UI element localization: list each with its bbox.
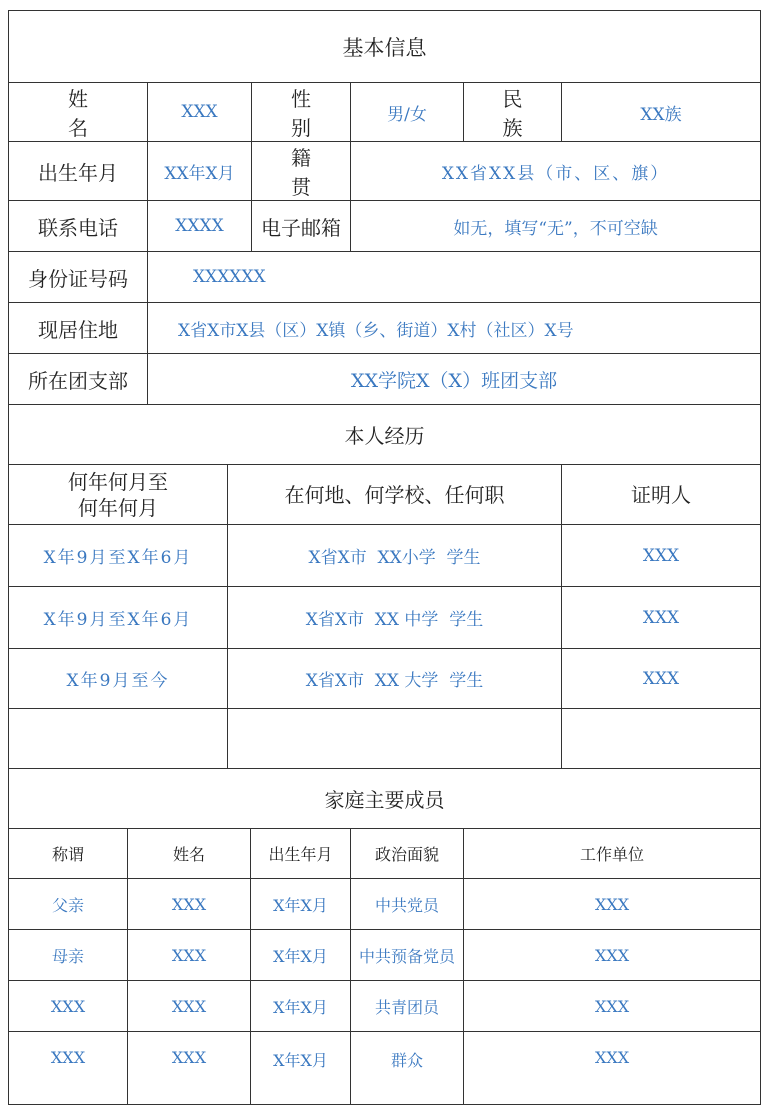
family-col-work: 工作单位: [464, 829, 761, 879]
birth-value[interactable]: XX年X月: [148, 142, 252, 201]
family-name[interactable]: XXX: [128, 879, 251, 930]
family-work[interactable]: XXX: [464, 1032, 761, 1105]
family-work[interactable]: XXX: [464, 879, 761, 930]
gender-value[interactable]: 男/女: [351, 83, 464, 142]
history-col-time: [9, 465, 228, 525]
birth-label: 出生年月: [9, 142, 148, 201]
basic-info-title: 基本信息: [9, 11, 761, 83]
history-table: [8, 404, 761, 769]
basic-info-table: [8, 10, 761, 405]
family-work[interactable]: XXX: [464, 930, 761, 981]
history-row: [9, 587, 761, 649]
history-row-empty: [9, 709, 761, 769]
family-row: [9, 1032, 761, 1105]
family-row: [9, 879, 761, 930]
family-row: [9, 930, 761, 981]
family-col-birth: 出生年月: [251, 829, 351, 879]
family-birth[interactable]: X年X月: [251, 1032, 351, 1105]
family-politics[interactable]: 共青团员: [351, 981, 464, 1032]
history-place[interactable]: [228, 709, 562, 769]
history-witness[interactable]: XXX: [562, 587, 761, 649]
family-birth[interactable]: X年X月: [251, 879, 351, 930]
family-birth[interactable]: X年X月: [251, 981, 351, 1032]
phone-label: 联系电话: [9, 201, 148, 252]
ethnic-label: 民族: [464, 83, 562, 142]
history-place[interactable]: X省X市 XX 中学 学生: [228, 587, 562, 649]
history-witness[interactable]: XXX: [562, 525, 761, 587]
family-title: 家庭主要成员: [9, 769, 761, 829]
family-name[interactable]: XXX: [128, 981, 251, 1032]
registration-form: [8, 10, 760, 1105]
family-politics[interactable]: 中共党员: [351, 879, 464, 930]
history-witness[interactable]: [562, 709, 761, 769]
email-label: 电子邮箱: [252, 201, 351, 252]
branch-value[interactable]: XX学院X（X）班团支部: [148, 354, 761, 405]
native-value[interactable]: XX省XX县（市、区、旗）: [351, 142, 761, 201]
family-col-relation: 称谓: [9, 829, 128, 879]
history-time[interactable]: X年9月至X年6月: [9, 525, 228, 587]
gender-label: 性别: [252, 83, 351, 142]
history-col-place: 在何地、何学校、任何职: [228, 465, 562, 525]
family-relation[interactable]: 母亲: [9, 930, 128, 981]
history-col-time-line1: 何年何月至: [68, 469, 168, 494]
family-col-name: 姓名: [128, 829, 251, 879]
history-witness[interactable]: XXX: [562, 649, 761, 709]
history-row: [9, 525, 761, 587]
address-value[interactable]: X省X市X县（区）X镇（乡、街道）X村（社区）X号: [148, 303, 761, 354]
family-name[interactable]: XXX: [128, 930, 251, 981]
family-col-politics: 政治面貌: [351, 829, 464, 879]
id-value[interactable]: XXXXXX: [148, 252, 761, 303]
native-label: 籍贯: [252, 142, 351, 201]
history-title: 本人经历: [9, 405, 761, 465]
history-time[interactable]: X年9月至今: [9, 649, 228, 709]
family-relation[interactable]: XXX: [9, 981, 128, 1032]
family-birth[interactable]: X年X月: [251, 930, 351, 981]
name-label: 姓名: [9, 83, 148, 142]
history-time[interactable]: [9, 709, 228, 769]
phone-value[interactable]: XXXX: [148, 201, 252, 252]
history-place[interactable]: X省X市 XX 大学 学生: [228, 649, 562, 709]
name-value[interactable]: XXX: [148, 83, 252, 142]
family-relation[interactable]: 父亲: [9, 879, 128, 930]
id-label: 身份证号码: [9, 252, 148, 303]
family-row: [9, 981, 761, 1032]
history-col-time-line2: 何年何月: [78, 495, 158, 520]
history-place[interactable]: X省X市 XX小学 学生: [228, 525, 562, 587]
address-label: 现居住地: [9, 303, 148, 354]
branch-label: 所在团支部: [9, 354, 148, 405]
history-row: [9, 649, 761, 709]
family-name[interactable]: XXX: [128, 1032, 251, 1105]
family-politics[interactable]: 中共预备党员: [351, 930, 464, 981]
history-col-witness: 证明人: [562, 465, 761, 525]
ethnic-value[interactable]: XX族: [562, 83, 761, 142]
family-work[interactable]: XXX: [464, 981, 761, 1032]
history-time[interactable]: X年9月至X年6月: [9, 587, 228, 649]
family-table: [8, 768, 761, 1105]
family-politics[interactable]: 群众: [351, 1032, 464, 1105]
email-value[interactable]: 如无，填写“无”，不可空缺: [351, 201, 761, 252]
family-relation[interactable]: XXX: [9, 1032, 128, 1105]
